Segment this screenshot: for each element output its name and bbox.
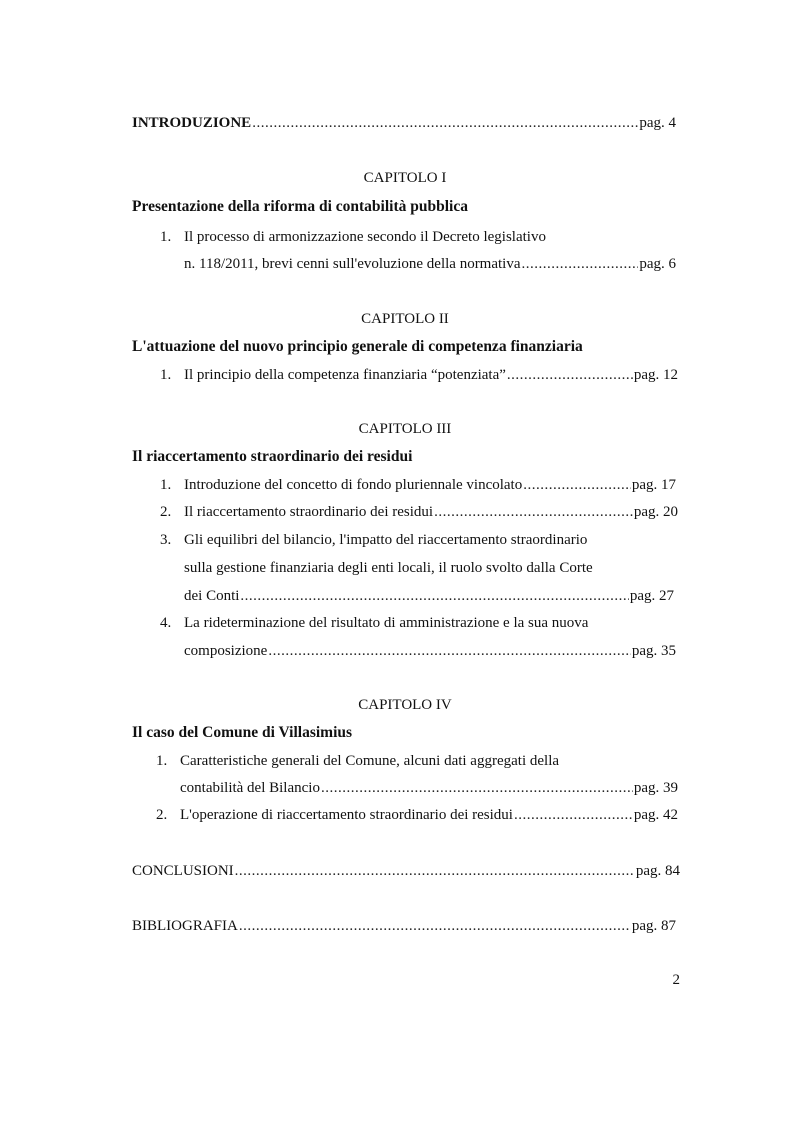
toc-item-text: Il principio della competenza finanziaria “potenziata” [184,367,506,383]
leader-dots [434,503,633,521]
toc-item-continuation[interactable] [184,587,674,605]
page-number: 2 [672,972,680,988]
toc-item-text[interactable]: La rideterminazione del risultato di amministrazione e la sua nuova [184,615,589,631]
toc-item-text: composizione [184,643,268,659]
toc-entry-page: pag. 6 [639,256,676,272]
chapter-title: Presentazione della riforma di contabilità pubblica [132,198,468,215]
toc-item-number: 2. [156,807,168,823]
chapter-label: CAPITOLO IV [358,697,452,713]
toc-item-number: 1. [160,477,172,493]
chapter-title: Il riaccertamento straordinario dei residui [132,448,413,465]
chapter-label: CAPITOLO III [358,421,452,437]
toc-item-continuation[interactable] [184,642,676,660]
toc-entry-page: pag. 39 [633,780,678,796]
toc-entry-title: BIBLIOGRAFIA [132,918,238,934]
toc-entry-page: pag. 20 [633,504,678,520]
leader-dots [522,255,639,273]
toc-entry-title: INTRODUZIONE [132,115,252,131]
toc-item-text: contabilità del Bilancio [180,780,320,796]
leader-dots [321,779,633,797]
toc-item-continuation[interactable] [180,779,678,797]
leader-dots [523,476,631,494]
toc-entry-page: pag. 35 [631,643,676,659]
leader-dots [252,114,638,132]
leader-dots [240,587,628,605]
toc-entry-title: CONCLUSIONI [132,863,234,879]
toc-item[interactable] [184,366,678,384]
leader-dots [235,862,635,880]
toc-item-number: 1. [160,367,172,383]
toc-entry-conclusioni[interactable] [132,862,680,880]
leader-dots [507,366,633,384]
toc-item-number: 4. [160,615,172,631]
toc-entry-page: pag. 84 [635,863,680,879]
toc-item-text: n. 118/2011, brevi cenni sull'evoluzione della normativa [184,256,521,272]
toc-entry-introduzione[interactable] [132,114,676,132]
toc-item-text: dei Conti [184,588,240,604]
toc-item[interactable] [180,806,678,824]
chapter-label: CAPITOLO I [363,170,447,186]
leader-dots [239,917,631,935]
toc-item-text: Il riaccertamento straordinario dei residui [184,504,434,520]
toc-item-number: 2. [160,504,172,520]
toc-entry-page: pag. 87 [631,918,676,934]
leader-dots [514,806,633,824]
chapter-title: Il caso del Comune di Villasimius [132,724,353,741]
toc-item-continuation[interactable] [184,255,676,273]
toc-entry-bibliografia[interactable] [132,917,676,935]
toc-item-number: 1. [160,229,172,245]
toc-item-text[interactable]: sulla gestione finanziaria degli enti locali, il ruolo svolto dalla Corte [184,560,593,576]
toc-item-text: L'operazione di riaccertamento straordinario dei residui [180,807,513,823]
toc-item-number: 1. [156,753,168,769]
toc-entry-page: pag. 4 [639,115,676,131]
toc-entry-page: pag. 17 [631,477,676,493]
toc-item-text[interactable]: Il processo di armonizzazione secondo il Decreto legislativo [184,229,546,245]
leader-dots [268,642,631,660]
toc-item-text[interactable]: Caratteristiche generali del Comune, alcuni dati aggregati della [180,753,560,769]
chapter-title: L'attuazione del nuovo principio generale di competenza finanziaria [132,338,583,355]
toc-entry-page: pag. 12 [633,367,678,383]
toc-entry-page: pag. 27 [629,588,674,604]
toc-item-text: Introduzione del concetto di fondo pluriennale vincolato [184,477,523,493]
toc-item-number: 3. [160,532,172,548]
toc-item[interactable] [184,476,676,494]
toc-item[interactable] [184,503,678,521]
chapter-label: CAPITOLO II [361,311,449,327]
toc-entry-page: pag. 42 [633,807,678,823]
toc-item-text[interactable]: Gli equilibri del bilancio, l'impatto del riaccertamento straordinario [184,532,588,548]
